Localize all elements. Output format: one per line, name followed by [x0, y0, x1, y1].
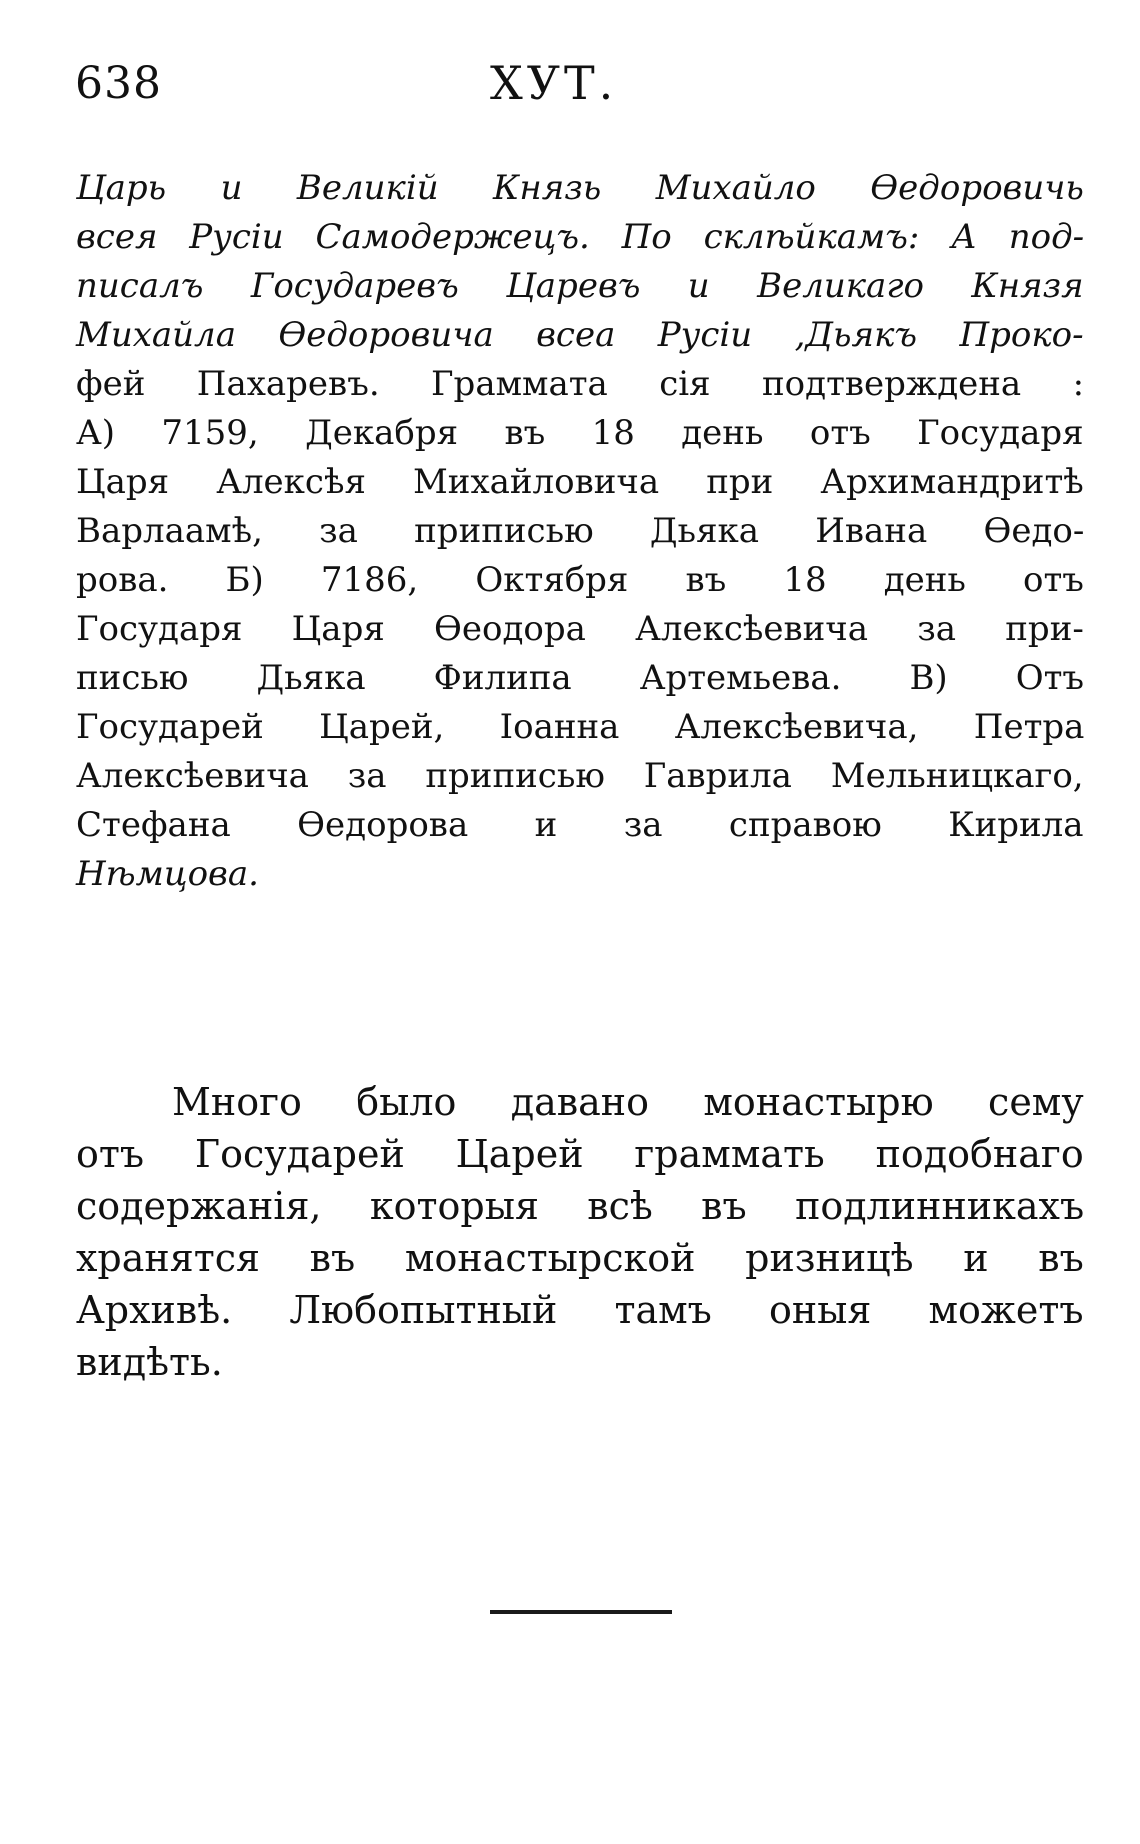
text-line: отъ Государей Царей граммать подобнаго — [76, 1132, 1084, 1176]
text-line: Архивѣ. Любопытный тамъ оныя можетъ — [76, 1288, 1084, 1332]
paragraph-charter-confirmation — [76, 168, 1084, 1028]
text-line: содержанія, которыя всѣ въ подлинникахъ — [76, 1184, 1085, 1228]
text-line: Государя Царя Ѳеодора Алексѣевича за при- — [76, 609, 1084, 649]
text-line: писью Дьяка Филипа Артемьева. В) Отъ — [76, 658, 1085, 698]
text-line: Много было давано монастырю сему — [172, 1080, 1084, 1124]
text-line: Варлаамѣ, за приписью Дьяка Ивана Ѳедо- — [76, 511, 1085, 551]
text-line: Стефана Ѳедорова и за справою Кирила — [76, 805, 1084, 845]
text-line: Царя Алексѣя Михайловича при Архимандритѣ — [76, 462, 1084, 502]
paragraph-charters-archive — [76, 1080, 1084, 1400]
end-rule — [490, 1610, 672, 1614]
text-line: Нѣмцова. — [76, 854, 259, 894]
text-line: всея Русіи Самодержецъ. По склѣйкамъ: А под- — [76, 217, 1085, 257]
text-line: Государей Царей, Іоанна Алексѣевича, Петра — [76, 707, 1085, 747]
text-line: фей Пахаревъ. Граммата сія подтверждена : — [76, 364, 1085, 404]
running-head: ХУТ. — [490, 56, 618, 110]
text-line: рова. Б) 7186, Октября въ 18 день отъ — [76, 560, 1084, 600]
text-line: Царь и Великій Князь Михайло Ѳедоровичь — [76, 168, 1084, 208]
text-line: видѣть. — [76, 1340, 223, 1384]
text-line: Алексѣевича за приписью Гаврила Мельницкаго, — [76, 756, 1084, 796]
text-line: Михайла Ѳедоровича всеа Русіи ,Дьякъ Проко- — [76, 315, 1084, 355]
text-line: писалъ Государевъ Царевъ и Великаго Князя — [76, 266, 1084, 306]
text-line: хранятся въ монастырской ризницѣ и въ — [76, 1236, 1084, 1280]
page-number: 638 — [75, 58, 162, 109]
text-line: А) 7159, Декабря въ 18 день отъ Государя — [76, 413, 1084, 453]
